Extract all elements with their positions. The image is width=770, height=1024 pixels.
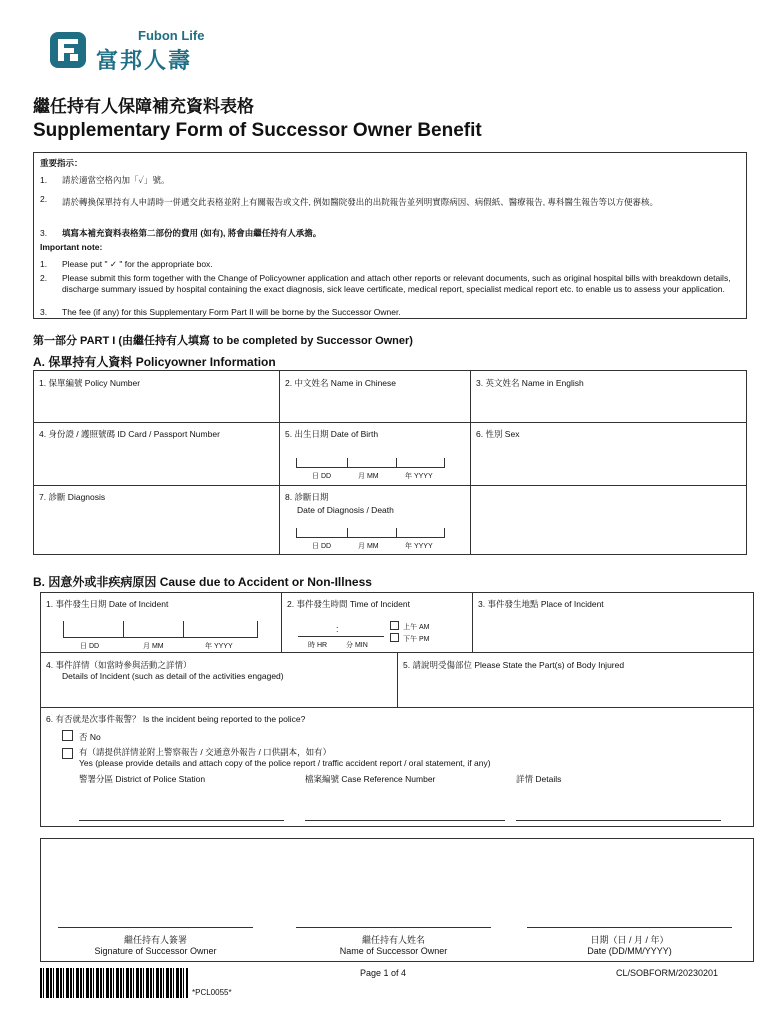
dob-yyyy-label: 年 YYYY	[405, 473, 433, 480]
diagnosis-label: 7. 診斷 Diagnosis	[39, 492, 106, 502]
notes-heading-en: Important note:	[40, 242, 103, 252]
policyowner-info-table	[33, 370, 747, 555]
date-of-birth-label: 5. 出生日期 Date of Birth	[285, 429, 379, 439]
logo-text-zh: 富邦人壽	[96, 49, 193, 74]
time-colon: :	[336, 624, 339, 634]
case-reference-input[interactable]	[305, 820, 505, 821]
incident-place-label: 3. 事件發生地點 Place of Incident	[478, 599, 604, 609]
incident-details-label-en: Details of Incident (such as detail of the activities engaged)	[62, 671, 284, 681]
policy-number-label: 1. 保單編號 Policy Number	[39, 378, 141, 388]
id-card-label: 4. 身份證 / 護照號碼 ID Card / Passport Number	[39, 429, 220, 439]
note-zh-2: 請於轉換保單持有人申請時一併遞交此表格並附上有關報告或文件, 例如醫院發出的出院報告並列明實際病因、病假紙、醫療報告, 專科醫生報告等以方便審核。	[62, 197, 658, 207]
note-en-num-3: 3.	[40, 307, 48, 317]
police-yes-label-zh: 有（請提供詳情並附上警察報告 / 交通意外報告 / 口供副本，如有）	[79, 747, 332, 757]
police-no-checkbox[interactable]	[62, 730, 73, 741]
police-no-label: 否 No	[79, 732, 101, 742]
name-label-en: Name of Successor Owner	[339, 946, 448, 956]
case-reference-label: 檔案編號 Case Reference Number	[305, 774, 436, 784]
signature-label-en: Signature of Successor Owner	[94, 946, 217, 956]
police-yes-checkbox[interactable]	[62, 748, 73, 759]
page-number: Page 1 of 4	[360, 968, 407, 978]
form-title-en: Supplementary Form of Successor Owner Benefit	[33, 120, 482, 141]
name-line[interactable]	[296, 927, 491, 928]
note-zh-1: 請於適當空格內加「✓」號。	[62, 175, 170, 185]
police-details-label: 詳情 Details	[516, 774, 562, 784]
sex-label: 6. 性別 Sex	[476, 429, 520, 439]
time-hr-label: 時 HR	[308, 642, 328, 649]
name-label-zh: 繼任持有人姓名	[361, 935, 425, 945]
fubon-logo-icon	[48, 30, 88, 70]
sectionB-heading-en: Cause due to Accident or Non-Illness	[159, 575, 372, 589]
pm-checkbox[interactable]	[390, 633, 399, 642]
diag-mm-label: 月 MM	[358, 543, 379, 550]
signature-label-zh: 繼任持有人簽署	[123, 935, 187, 945]
police-district-input[interactable]	[79, 820, 284, 821]
barcode-icon	[40, 968, 188, 998]
dob-mm-label: 月 MM	[358, 473, 379, 480]
inc-yyyy-label: 年 YYYY	[205, 643, 233, 650]
logo-text-en: Fubon Life	[138, 28, 205, 43]
police-report-question: 6. 有否就是次事件報警？ Is the incident being reported to the police?	[46, 714, 306, 724]
form-code: CL/SOBFORM/20230201	[616, 968, 719, 978]
date-line[interactable]	[527, 927, 732, 928]
important-notes-box	[33, 152, 747, 319]
pm-label: 下午 PM	[403, 636, 430, 643]
note-en-num-1: 1.	[40, 259, 48, 269]
date-label-zh: 日期（日 / 月 / 年）	[590, 935, 669, 945]
dob-dd-label: 日 DD	[312, 473, 332, 480]
incident-details-label-zh: 4. 事件詳情（如當時參與活動之詳情）	[46, 660, 192, 670]
barcode-text: *PCL0055*	[192, 988, 232, 997]
diag-yyyy-label: 年 YYYY	[405, 543, 433, 550]
diagnosis-date-label-en: Date of Diagnosis / Death	[297, 505, 394, 515]
sectionB-heading-zh: B. 因意外或非疾病原因	[33, 575, 157, 589]
date-label-en: Date (DD/MM/YYYY)	[587, 946, 672, 956]
am-label: 上午 AM	[403, 624, 430, 631]
note-zh-num-1: 1.	[40, 175, 48, 185]
body-part-label: 5. 請說明受傷部位 Please State the Part(s) of Body Injured	[403, 660, 625, 670]
note-en-num-2: 2.	[40, 273, 48, 283]
sectionA-heading-zh: A. 保單持有人資料	[33, 355, 133, 369]
police-details-input[interactable]	[516, 820, 721, 821]
incident-date-label: 1. 事件發生日期 Date of Incident	[46, 599, 169, 609]
note-zh-3: 填寫本補充資料表格第二部份的費用 (如有), 將會由繼任持有人承擔。	[62, 228, 322, 238]
time-min-label: 分 MIN	[346, 642, 368, 649]
inc-mm-label: 月 MM	[143, 643, 164, 650]
police-district-label: 警署分區 District of Police Station	[79, 774, 206, 784]
name-english-label: 3. 英文姓名 Name in English	[476, 378, 584, 388]
incident-time-label: 2. 事件發生時間 Time of Incident	[287, 599, 410, 609]
note-zh-num-3: 3.	[40, 228, 48, 238]
form-title-zh: 繼任持有人保障補充資料表格	[33, 97, 254, 117]
note-en-3: The fee (if any) for this Supplementary Form Part II will be borne by the Successor Owner.	[62, 307, 401, 317]
inc-dd-label: 日 DD	[80, 643, 100, 650]
diag-dd-label: 日 DD	[312, 543, 332, 550]
diagnosis-date-label-zh: 8. 診斷日期	[285, 492, 329, 502]
note-zh-num-2: 2.	[40, 194, 48, 204]
sectionA-heading-en: Policyowner Information	[135, 355, 276, 369]
name-chinese-label: 2. 中文姓名 Name in Chinese	[285, 378, 397, 388]
part1-heading: 第一部分 PART I (由繼任持有人填寫 to be completed by Successor Owner)	[33, 335, 413, 347]
note-en-1: Please put " ✓ " for the appropriate box.	[62, 259, 213, 269]
note-en-2: Please submit this form together with the Change of Policyowner application and attach other reports or relevant documents, such as original hospital bills with breakdown details, discharge summary issued by hospital containing the exact diagnosis, sick leave certificate, medical report, specialist medical report etc. to enable us to assess your application.	[62, 273, 731, 294]
police-yes-label-en: Yes (please provide details and attach copy of the police report / traffic accident report / oral statement, if any)	[79, 758, 491, 768]
signature-line[interactable]	[58, 927, 253, 928]
notes-heading-zh: 重要指示：	[40, 158, 83, 168]
am-checkbox[interactable]	[390, 621, 399, 630]
